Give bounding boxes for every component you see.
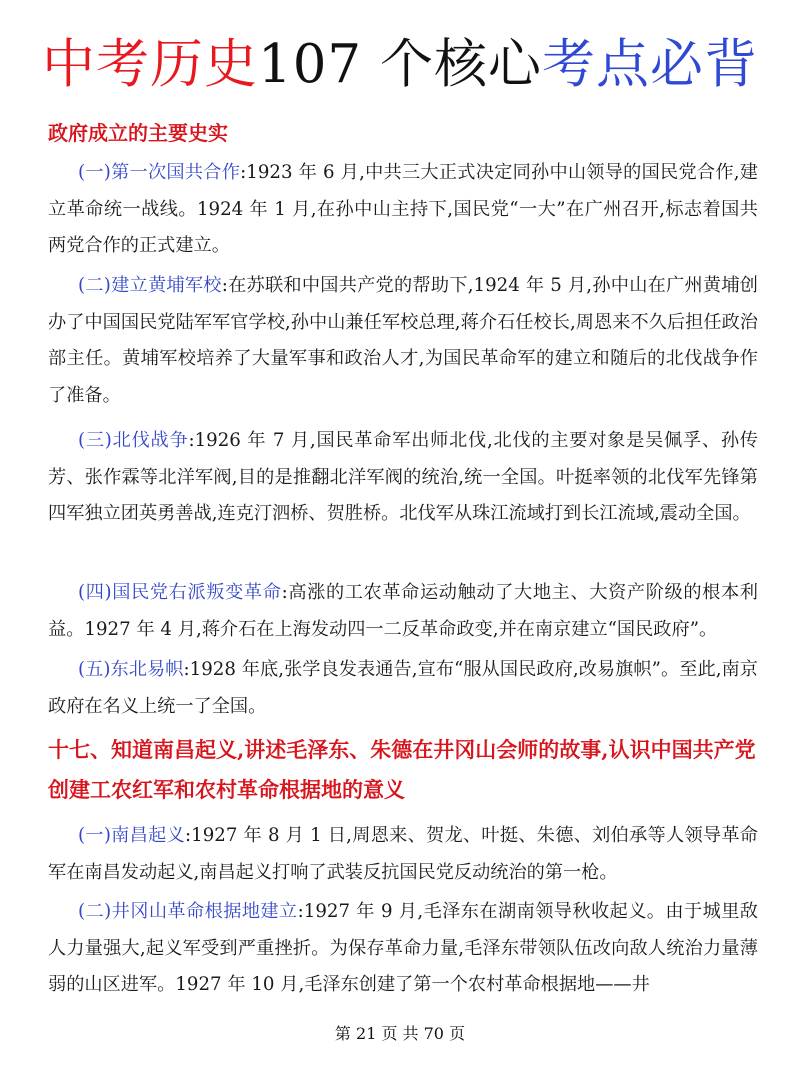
- section-heading-government: 政府成立的主要史实: [48, 121, 228, 145]
- title-part-black: 107 个核心: [257, 34, 542, 95]
- item-label: (一)第一次国共合作: [78, 162, 241, 183]
- paragraph-whampoa: [48, 268, 758, 414]
- paragraph-northeast-flag: [48, 652, 758, 725]
- section-heading-17: 十七、知道南昌起义,讲述毛泽东、朱德在井冈山会师的故事,认识中国共产党创建工农红军和农村革命根据地的意义: [48, 737, 756, 802]
- item-text: :1927 年 8 月 1 日,周恩来、贺龙、叶挺、朱德、刘伯承等人领导革命军在南昌发动起义,南昌起义打响了武装反抗国民党反动统治的第一枪。: [48, 825, 758, 883]
- item-label: (四)国民党右派叛变革命: [78, 582, 282, 603]
- document-title: [0, 30, 800, 100]
- title-part-red: 中考历史: [41, 34, 258, 95]
- paragraph-jinggangshan: [48, 894, 758, 1004]
- page-number-footer: 第 21 页 共 70 页: [334, 1024, 466, 1043]
- item-label: (一)南昌起义: [78, 825, 186, 846]
- paragraph-kmt-right-betrayal: [48, 575, 758, 648]
- item-text: :在苏联和中国共产党的帮助下,1924 年 5 月,孙中山在广州黄埔创办了中国国民党陆军军官学校,孙中山兼任军校总理,蒋介石任校长,周恩来不久后担任政治部主任。黄埔军校培养了大量军事和政治人才,为国民革命军的建立和随后的北伐战争作了准备。: [48, 275, 758, 406]
- item-text: :高涨的工农革命运动触动了大地主、大资产阶级的根本利益。1927 年 4 月,蒋介石在上海发动四一二反革命政变,并在南京建立“国民政府”。: [48, 582, 758, 640]
- item-text: :1927 年 9 月,毛泽东在湖南领导秋收起义。由于城里敌人力量强大,起义军受到严重挫折。为保存革命力量,毛泽东带领队伍改向敌人统治力量薄弱的山区进军。1927 年 10 月,毛泽东创建了第一个农村革命根据地——井: [48, 901, 758, 996]
- paragraph-nanchang-uprising: [48, 818, 758, 891]
- item-text: :1928 年底,张学良发表通告,宣布“服从国民政府,改易旗帜”。至此,南京政府在名义上统一了全国。: [48, 659, 758, 717]
- item-label: (五)东北易帜: [78, 659, 184, 680]
- title-part-blue: 考点必背: [542, 34, 758, 95]
- item-text: :1923 年 6 月,中共三大正式决定同孙中山领导的国民党合作,建立革命统一战线。1924 年 1 月,在孙中山主持下,国民党“一大”在广州召开,标志着国共两党合作的正式建立。: [48, 162, 758, 257]
- item-label: (三)北伐战争: [78, 430, 189, 451]
- paragraph-northern-expedition: [48, 423, 758, 533]
- item-label: (二)井冈山革命根据地建立: [78, 901, 298, 922]
- item-text: :1926 年 7 月,国民革命军出师北伐,北伐的主要对象是吴佩孚、孙传芳、张作霖等北洋军阀,目的是推翻北洋军阀的统治,统一全国。叶挺率领的北伐军先锋第四军独立团英勇善战,连克汀泗桥、贺胜桥。北伐军从珠江流域打到长江流域,震动全国。: [48, 430, 758, 525]
- paragraph-first-united-front: [48, 155, 758, 265]
- item-label: (二)建立黄埔军校: [78, 275, 222, 296]
